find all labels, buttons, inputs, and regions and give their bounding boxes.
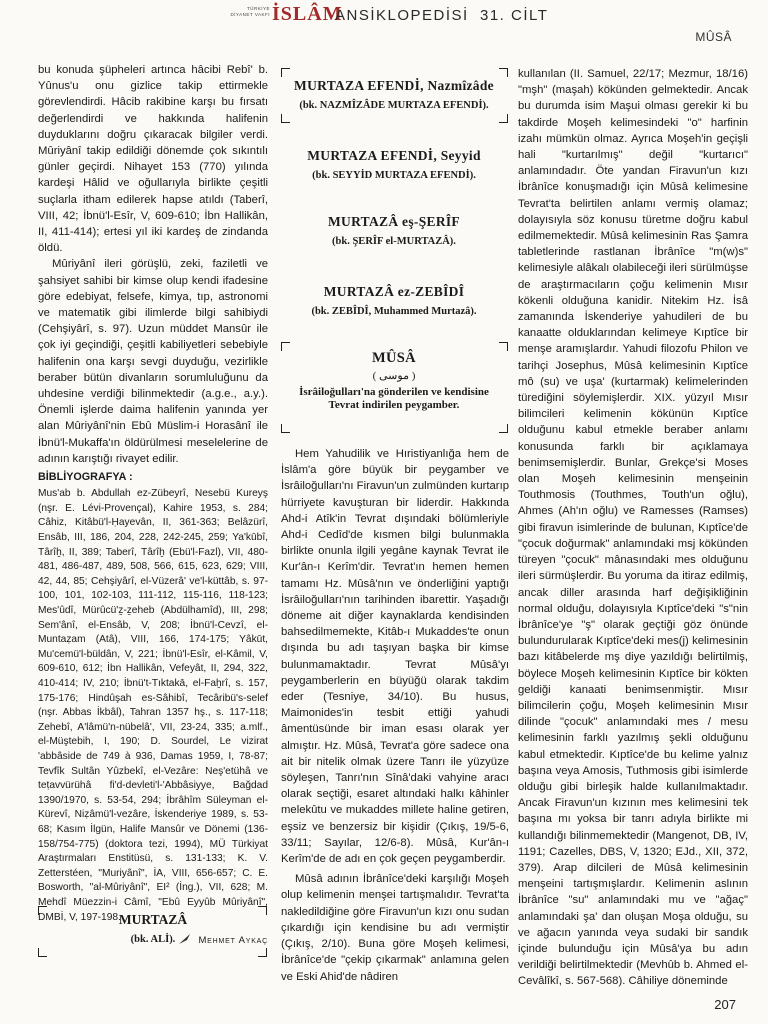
- paragraph: bu konuda şüpheleri artınca hâcibi Rebî' b. Yûnus'u onu gizlice takip ettirmekle görevlendirdi. Hâcib rakibine karşı bu fırsatı değerlendirdi ve hakkında halifenin duyduklarını doğru çıkaracak bilgiler verdi. Mûriyânî takip edildiği dönemde çok sıkıntılı günler geçirdi. Nihayet 153 (770) yılında kardeşi Hâlid ve oğullarıyla birlikte çeşitli suçlarla itham edilerek hapse atıldı (Taberî, VIII, 42; İbnü'l-Esîr, V, 609-610; İbn Hallikân, II, 411-414); ertesi yıl iki kardeş de zindanda öldü.: [38, 64, 268, 255]
- entry-title: MURTAZA EFENDİ, Seyyid: [307, 148, 481, 163]
- entry-murtaza-efendi-seyyid: [283, 148, 505, 181]
- author-name: Mehmet Aykaç: [198, 935, 268, 947]
- page-header: [0, 0, 768, 44]
- bracket-bottom-left: [38, 948, 47, 957]
- page-number: 207: [714, 997, 736, 1012]
- entry-murtaza-ez-zebidi: [283, 284, 505, 317]
- entry-ref: (bk. ZEBÎDÎ, Muhammed Murtazâ).: [311, 306, 477, 317]
- bracket-bottom-right: [499, 424, 508, 433]
- column-2-body: [281, 446, 509, 985]
- entry-ref: (bk. ŞERÎF el-MURTAZÂ).: [332, 236, 456, 247]
- bibliography: Mus'ab b. Abdullah ez-Zübeyrî, Nesebü Kureyş (nşr. E. Lévi-Provençal), Kahire 1953, s. 284; Câhiz, Kitâbü'l-Ḥayevân, II, 361-363; Belâzürî, Ensâb, III, 186, 204, 228, 242-245, 259; Ya'kūbî, Târîḫ, II, 389; Taberî, Târîḫ (Ebü'l-Fazl), VII, 480-481, 486-487, 489, 508, 566, 615, 623, 629; VIII, 42, 44, 85; Cehşiyârî, el-Vüzerâ' ve'l-küttâb, s. 97-100, 101, 102-103, 111-112, 115-116, 118-123; Mes'ûdî, Mürûcü'ẕ-ẕeheb (Abdülhamîd), III, 298; Sem'ânî, el-Ensâb, V, 208; İbnü'l-Cevzî, el-Muntaẓam (Atâ), VIII, 166, 174-175; Yâkūt, Mu'cemü'l-büldân, V, 221; İbnü'l-Esîr, el-Kâmil, V, 609-610, 612; İbn Hallikân, Vefeyât, II, 294, 322, 410-414; IV, 210; İbnü't-Tıktakā, el-Faḫrî, s. 157, 175-176; Hindûşah es-Sâhibî, Tecâribü's-selef (nşr. Abbas İkbâl), Tahran 1357 hş., s. 117-118; Zehebî, A'lâmü'n-nübelâ', VII, 23-24, 335; a.mlf., el-Müştebih, I, 190; D. Sourdel, Le vizirat 'abbâside de 749 à 936, Damas 1959, I, 78-87; Tevfîk Sultân Yûzbekî, el-Vezâre: Neş'etühâ ve teṭavvürühâ fi'd-devleti'l-'Abbâsiyye, Bağdad 1390/1970, s. 53-54, 294; İbrâhîm Süleyman el-Kürevî, Niẓâmü'l-vezâre, İskenderiye 1989, s. 53-68; Kasım İlgün, Halife Mansûr ve Dönemi (136-158/754-775) (doktora tezi, 1994), MÜ Türkiyat Araştırmaları Enstitüsü, s. 131-133; K. V. Zetterstéen, "Muriyânî", İA, VIII, 656-657; C. E. Bosworth, "al-Mûriyânî", EI² (İng.), VII, 628; M. Mehdî Müezzin-i Câmî, "Ebû Eyyûb Mûriyânî", DMBİ, V, 197-198.: [38, 488, 268, 923]
- logo-islam: İSLÂM: [272, 3, 343, 25]
- column-3: [518, 66, 748, 990]
- entry-ref: (bk. ALİ).: [130, 934, 176, 945]
- bracket-bottom-right: [258, 948, 267, 957]
- entry-block: [40, 912, 266, 945]
- logo-ansiklopedisi: ANSİKLOPEDİSİ: [335, 7, 469, 24]
- entry-description: İsrâiloğulları'na gönderilen ve kendisine Tevrat indirilen peygamber.: [299, 386, 489, 411]
- publisher-name: TÜRKİYE DİYANET VAKFI: [230, 6, 270, 17]
- paragraph: Hem Yahudilik ve Hıristiyanlığa hem de İslâm'a göre büyük bir peygamber ve İsrâiloğulları'nı Firavun'un zulmünden kurtarıp hürriyete kavuşturan bir liderdir. Hakkında Ahd-i Atîk'in Tevrat dışındaki bölümleriyle Ahd-i Cedîd'de kısmen bilgi bulunmakla birlikte onunla ilgili yegâne kaynak Tevrat ile Kur'ân-ı Kerîm'dir. Tevrat'ın hemen hemen tamamı Hz. Mûsâ'nın ve önderliğini yaptığı İsrâiloğulları'nın tarihinden ibarettir. Yaşadığı döneme ait diğer kaynaklarda kendisinden bahsedilmemekte, Kitâb-ı Mukaddes'te onun dışında bu adı taşıyan başka bir kimse bulunmamaktadır. Tevrat Mûsâ'yı peygamberlerin en büyüğü olarak takdim eder (Tesniye, 34/10). Bu husus, Maimonides'in tesbit ettiği yahudi âmentüsünde bir iman esası olarak yer almıştır. Hz. Mûsâ, Tevrat'a göre sadece ona ait bir nitelik olmak üzere Tanrı ile yüzyüze söyleşen, Tanrı'nın Sînâ'daki vahyine aracı olarak seçtiği, esaret altındaki halkı kâhinler melekûtu ve mukaddes millete haline getiren, eşsiz ve benzersiz bir kişidir (Çıkış, 19/5-6, 33/11; Sayılar, 12/6-8). Mûsâ, Kur'ân-ı Kerîm'de de adı en çok geçen peygamberdir.: [281, 448, 509, 866]
- bracket-top-right: [499, 68, 508, 77]
- entry-ref: (bk. SEYYİD MURTAZA EFENDİ).: [312, 170, 476, 181]
- arabic-title: ( موسى ): [372, 370, 416, 382]
- bracket-bottom-left: [281, 114, 290, 123]
- paragraph: kullanılan (II. Samuel, 22/17; Mezmur, 18/16) "mşh" (maşah) kökünden gelmektedir. Ancak bu durumda isim Maşui olması gerekir ki bu takdirde Moşeh kelimesindeki "o" harfinin izahı mümkün olmaz. Ayrıca Moşeh'in geçişli hali "kurtarılmış" değil "kurtarıcı" anlamındadır. Öte yandan Firavun'un kızı İbrânîce konuşmadığı için Mûsâ kelimesine Tevrat'ta belirtilen anlamı vermiş olamaz; dolayısıyla söz konusu türetme doğru kabul edilmemektedir. Mûsâ kelimesinin Ras Şamra tabletlerinde rastlanan İbrânîce "m(w)s" kelimesiyle alâkalı olabileceği ileri sürülmüşse de araştırmacıların çoğu kelimenin Mısır kökenli olduğuna kanidir. Nitekim Hz. İsâ zamanında İskenderiye yahudileri de bu kanaatte olduklarından kelimeye Kıptîce bir menşe aramışlardır. Yahudi filozofu Philon ve tarihçi Josephus, Mûsâ kelimesinin Kıptîce mô (su) ve uşa' (kurtarmak) kelimelerinden türediğini söylemişlerdir. XIX. yüzyıl Mısır bilimcileri kelimenin kökünün Kıptîce olduğunu kabul etmekle beraber anlamı konusunda farklı bir açıklamaya benimsemişlerdir. Bunlar, Grekçe'si Moses olan Moşeh kelimesinin menşeinin Touthmosis (Touthmes, Touth'un oğlu), Ahmes (Ah'ın oğlu) ve Ramesses (Ramses) gibi firavun isimlerinde de bulunan, Kıptîce'de "çocuk doğurmak" anlamındaki msj kökünden türeyen "çocuk" mânasındaki mes olduğunu ileri sürmüşlerdir. Bu yoruma da itiraz edilmiş, ancak diller arasında harf değişikliğinin normal olduğu, dolayısıyla Kıptîce'deki "s"nin İbrânîce'ye "ş" olarak geçtiği göz önünde bulundurularak Kıptîce'deki mes(j) kelimesinin bazı kitâbelerde mş diye yazıldığı belirtilmiş, böylece Moşeh kelimesinin Kıptîce bir kökten geldiği kanaati benimsenmiştir. Mısır bilimcilerin çoğu, Moşeh kelimesinin Mısır dilinde "çocuk" anlamındaki mes / mesu kelimesinin farklı yazılmış şekli olduğunu kabul etmektedir. Kıptîce'de bu kelime yalnız başına veya Amosis, Tuthmosis gibi isimlerde olduğu gibi birleşik halde kullanılmaktadır. Ancak Firavun'un kızının mes kelimesini tek başına mı yoksa bir tanrı adıyla birlikte mi kullandığı bilinmemektedir (Mangenot, DB, IV, 1191; Cazelles, DBS, V, 1320; EJd., XII, 372, 379). Arap dilcileri de Mûsâ kelimesinin menşeini tartışmışlardır. Kelimenin aslının İbrânîce "su" anlamındaki mu ve "ağaç" anlamındaki şa' dan oluşan Moşa olduğu, su ve ağacın yanında veya sudaki bir sandık içinde bulunduğu için Mûsâ'ya bu adın verildiği belirtilmektedir (Mevhûb b. Ahmed el-Cevâlîkî, s. 567-568). Câhiliye döneminde: [518, 68, 748, 988]
- paragraph: Mûriyânî ileri görüşlü, zeki, faziletli ve şahsiyet sahibi bir kimse olup kendi ifadesine göre edebiyat, felsefe, kimya, tıp, astronomi ve matematik gibi ilimlerde bilgi sahibiydi (Cehşiyârî, s. 97). Uzun müddet Mansûr ile çok iyi geçindiği, çeşitli kabiliyetleri sebebiyle halifenin ona karşı sevgi duyduğu, vezirlikle beraber bütün divanların sorumluluğunu da uhdesine verdiği bilinmektedir (a.g.e., a.y.). Önemli işlerde daima halifenin yanında yer alan Mûriyânî'nin Ebû Müslim-i Horasânî ile İbnü'l-Mukaffa'ın öldürülmesi meselelerine de adının karıştığı rivayet edilir.: [38, 258, 268, 465]
- bracket-top-left: [281, 68, 290, 77]
- column-1: [38, 62, 268, 949]
- entry-title: MURTAZÂ: [118, 912, 188, 927]
- entry-title: MURTAZÂ eş-ŞERÎF: [328, 214, 460, 229]
- entry-murtaza-es-serif: [283, 214, 505, 247]
- volume-label: 31. CİLT: [480, 7, 549, 24]
- bracket-bottom-right: [499, 114, 508, 123]
- bibliography-heading: BİBLİYOGRAFYA :: [38, 471, 133, 484]
- entry-murtaza-efendi-nazmizade: [283, 78, 505, 111]
- bracket-bottom-left: [281, 424, 290, 433]
- entry-title: MURTAZÂ ez-ZEBÎDÎ: [323, 284, 465, 299]
- entry-musa: [283, 350, 505, 412]
- running-head: MÛSÂ: [695, 30, 732, 44]
- paragraph: Mûsâ adının İbrânîce'deki karşılığı Moşeh olup kelimenin menşei tartışmalıdır. Tevrat'ta nakledildiğine göre Firavun'un kızı onu sudan çıkardığı için kendisine bu adı vermiştir (Çıkış, 2/10). Buna göre Moşeh kelimesi, İbrânîce'de "çekip çıkarmak" anlamına gelen ve Eski Ahid'de nâdiren: [281, 873, 509, 983]
- entry-title: MURTAZA EFENDİ, Nazmîzâde: [294, 78, 494, 93]
- entry-title: MÛSÂ: [372, 350, 416, 366]
- entry-ref: (bk. NAZMÎZÂDE MURTAZA EFENDİ).: [299, 100, 489, 111]
